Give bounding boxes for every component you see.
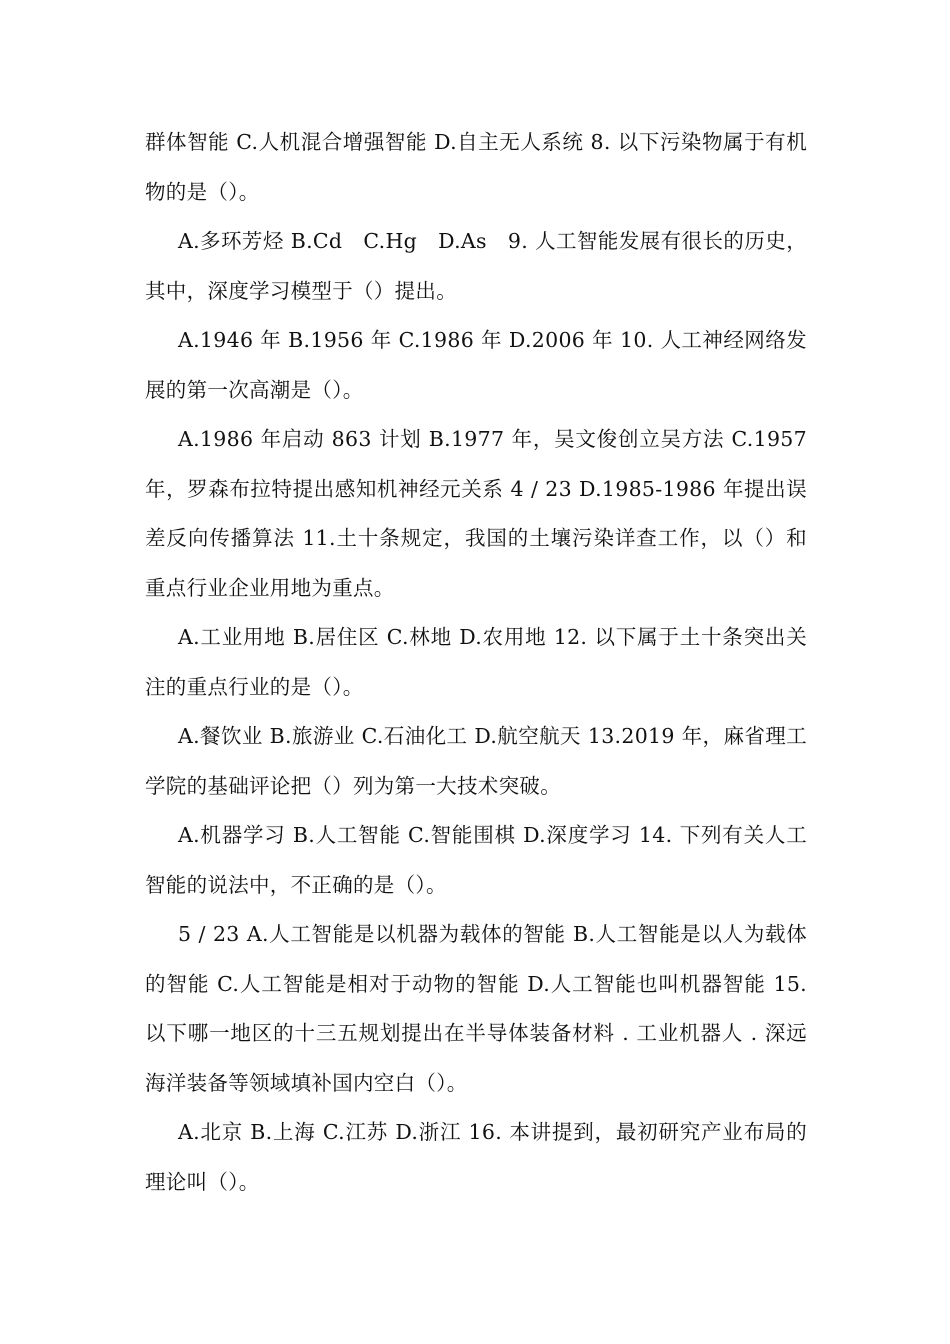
paragraph-q13-options-q14: A.机器学习 B.人工智能 C.智能围棋 D.深度学习 14. 下列有关人工智能的说法中，不正确的是（）。	[145, 823, 807, 897]
paragraph-q15-options-q16: A.北京 B.上海 C.江苏 D.浙江 16. 本讲提到，最初研究产业布局的理论叫（）。	[145, 1120, 807, 1194]
paragraph-q9-options-q10: A.1946 年 B.1956 年 C.1986 年 D.2006 年 10. 人工神经网络发展的第一次高潮是（）。	[145, 328, 807, 402]
paragraph-q10-options-q11: A.1986 年启动 863 计划 B.1977 年，吴文俊创立吴方法 C.1957 年，罗森布拉特提出感知机神经元关系 4 / 23 D.1985-1986 年提出误差反向传播算法 11.土十条规定，我国的土壤污染详查工作，以（）和重点行业企业用地为重点。	[145, 427, 807, 600]
paragraph-q12-options-q13: A.餐饮业 B.旅游业 C.石油化工 D.航空航天 13.2019 年，麻省理工学院的基础评论把（）列为第一大技术突破。	[145, 724, 807, 798]
paragraph-q11-options-q12: A.工业用地 B.居住区 C.林地 D.农用地 12. 以下属于土十条突出关注的重点行业的是（）。	[145, 625, 807, 699]
paragraph-q8-options-q9: A.多环芳烃 B.Cd C.Hg D.As 9. 人工智能发展有很长的历史，其中，深度学习模型于（）提出。	[145, 229, 807, 303]
paragraph-q14-options-q15: 5 / 23 A.人工智能是以机器为载体的智能 B.人工智能是以人为载体的智能 C.人工智能是相对于动物的智能 D.人工智能也叫机器智能 15. 以下哪一地区的十三五规划提出在半导体装备材料 . 工业机器人 . 深远海洋装备等领域填补国内空白（）。	[145, 922, 807, 1095]
document-body	[145, 118, 807, 1207]
paragraph-q7-options-q8: 群体智能 C.人机混合增强智能 D.自主无人系统 8. 以下污染物属于有机物的是（）。	[145, 130, 807, 204]
